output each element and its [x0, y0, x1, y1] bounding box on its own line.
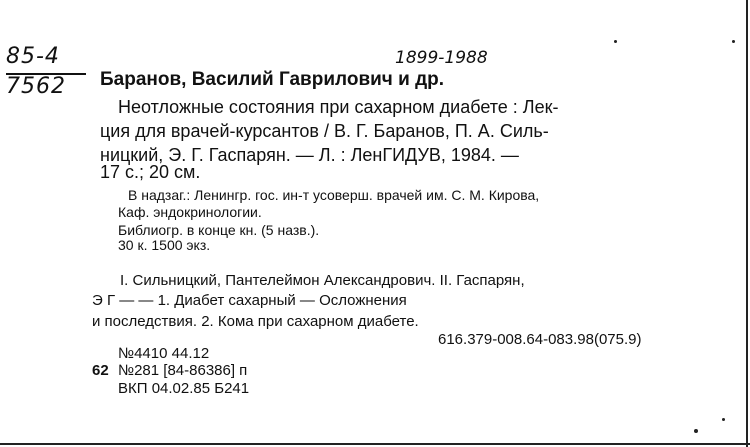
life-years-handwritten: 1899-1988	[395, 48, 488, 68]
card-border-right	[746, 0, 748, 447]
vkp-registration: ВКП 04.02.85 Б241	[118, 380, 250, 397]
scan-speck	[722, 418, 725, 421]
tracing-line-3: и последствия. 2. Кома при сахарном диабете.	[92, 313, 419, 330]
title-line-1: Неотложные состояния при сахарном диабете : Лек-	[118, 97, 559, 117]
udc-classification: 616.379-008.64-083.98(075.9)	[438, 331, 642, 348]
shelf-mark-top: 85-4	[6, 44, 60, 69]
title-line-3: ницкий, Э. Г. Гаспарян. — Л. : ЛенГИДУВ, 1984. —	[100, 145, 519, 165]
scan-speck	[614, 40, 617, 43]
scan-speck	[732, 40, 735, 43]
note-line-1: В надзаг.: Ленингр. гос. ин-т усоверш. врачей им. С. М. Кирова,	[128, 187, 540, 203]
series-number: 62	[92, 362, 109, 379]
note-line-2: Каф. эндокринологии.	[118, 204, 262, 220]
shelf-mark-bottom: 7562	[6, 74, 66, 99]
title-line-4: 17 с.; 20 см.	[100, 162, 201, 182]
note-line-3: Библиогр. в конце кн. (5 назв.).	[118, 222, 320, 238]
scan-speck	[694, 429, 698, 433]
title-line-2: ция для врачей-курсантов / В. Г. Баранов, П. А. Силь-	[100, 121, 549, 141]
tracing-line-1: I. Сильницкий, Пантелеймон Александрович. II. Гаспарян,	[120, 272, 525, 289]
card-border-bottom	[0, 443, 750, 445]
note-line-4: 30 к. 1500 экз.	[118, 237, 211, 253]
record-number: №4410 44.12	[118, 345, 210, 362]
author-heading: Баранов, Василий Гаврилович и др.	[100, 69, 445, 90]
order-number: №281 [84-86386] п	[118, 362, 248, 379]
tracing-line-2: Э Г — — 1. Диабет сахарный — Осложнения	[92, 292, 407, 309]
